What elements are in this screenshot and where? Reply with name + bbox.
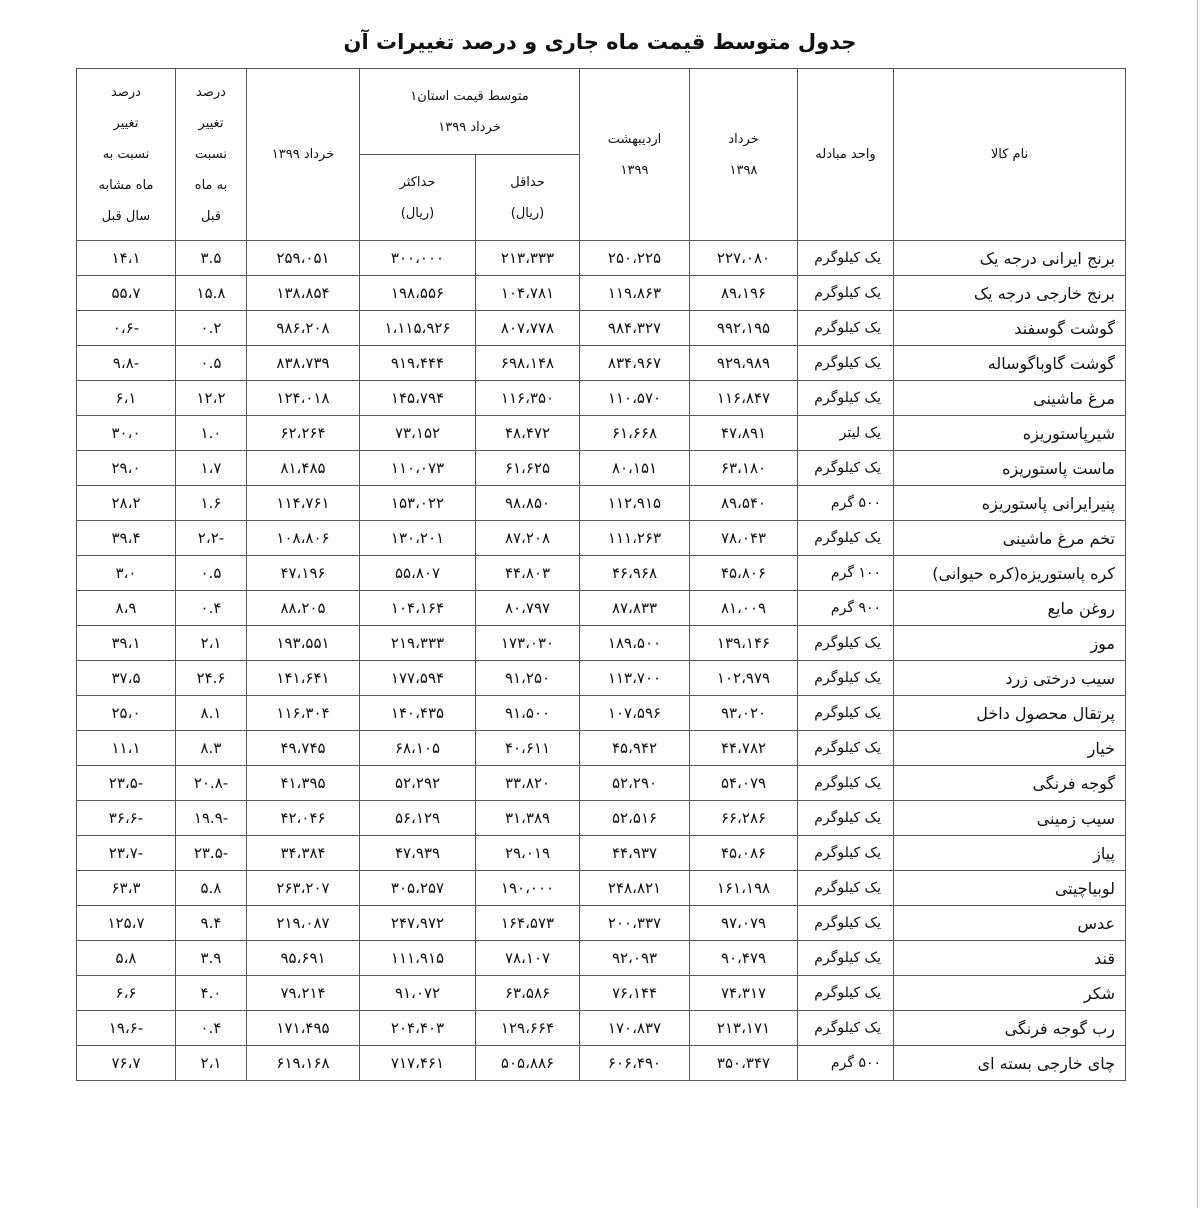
cell-min: ۱۷۳،۰۳۰ xyxy=(476,626,580,661)
cell-product-name: ماست پاستوریزه xyxy=(894,451,1126,486)
cell-khordad-1399: ۱۰۸،۸۰۶ xyxy=(247,521,360,556)
header-pct-change-prev-year: درصد تغییر نسبت به ماه مشابه سال قبل xyxy=(77,69,176,241)
cell-ordibehesht-1399: ۲۵۰،۲۲۵ xyxy=(580,241,690,276)
cell-khordad-1398: ۷۴،۳۱۷ xyxy=(690,976,798,1011)
cell-min: ۱۱۶،۳۵۰ xyxy=(476,381,580,416)
cell-product-name: روغن مایع xyxy=(894,591,1126,626)
cell-unit: یک کیلوگرم xyxy=(798,311,894,346)
table-row xyxy=(77,731,1126,766)
cell-ordibehesht-1399: ۱۱۹،۸۶۳ xyxy=(580,276,690,311)
cell-khordad-1398: ۹۰،۴۷۹ xyxy=(690,941,798,976)
cell-pct-prev-month: ۲،۱ xyxy=(176,626,247,661)
cell-unit: یک کیلوگرم xyxy=(798,1011,894,1046)
cell-pct-prev-year: ۶،۶ xyxy=(77,976,176,1011)
table-row xyxy=(77,766,1126,801)
cell-ordibehesht-1399: ۲۰۰،۳۳۷ xyxy=(580,906,690,941)
header-unit: واحد مبادله xyxy=(798,69,894,241)
cell-product-name: مرغ ماشینی xyxy=(894,381,1126,416)
cell-min: ۱۹۰،۰۰۰ xyxy=(476,871,580,906)
cell-ordibehesht-1399: ۱۸۹،۵۰۰ xyxy=(580,626,690,661)
header-pct-change-prev-month: درصد تغییر نسبت به ماه قبل xyxy=(176,69,247,241)
cell-khordad-1399: ۷۹،۲۱۴ xyxy=(247,976,360,1011)
cell-product-name: لوبیاچیتی xyxy=(894,871,1126,906)
cell-unit: یک کیلوگرم xyxy=(798,521,894,556)
cell-khordad-1398: ۸۱،۰۰۹ xyxy=(690,591,798,626)
cell-max: ۳۰۰،۰۰۰ xyxy=(360,241,476,276)
table-row xyxy=(77,241,1126,276)
cell-khordad-1399: ۱۹۳،۵۵۱ xyxy=(247,626,360,661)
cell-khordad-1399: ۴۱،۳۹۵ xyxy=(247,766,360,801)
cell-max: ۷۳،۱۵۲ xyxy=(360,416,476,451)
cell-pct-prev-month: ۱.۶ xyxy=(176,486,247,521)
cell-ordibehesht-1399: ۸۰،۱۵۱ xyxy=(580,451,690,486)
cell-khordad-1399: ۴۷،۱۹۶ xyxy=(247,556,360,591)
cell-product-name: رب گوجه فرنگی xyxy=(894,1011,1126,1046)
cell-unit: یک کیلوگرم xyxy=(798,661,894,696)
cell-pct-prev-year: ۲۵،۰ xyxy=(77,696,176,731)
cell-min: ۷۸،۱۰۷ xyxy=(476,941,580,976)
cell-khordad-1398: ۳۵۰،۳۴۷ xyxy=(690,1046,798,1081)
cell-pct-prev-month: ۳.۵ xyxy=(176,241,247,276)
cell-pct-prev-year: ۲۸،۲ xyxy=(77,486,176,521)
table-row xyxy=(77,521,1126,556)
table-row xyxy=(77,451,1126,486)
cell-max: ۱۱۱،۹۱۵ xyxy=(360,941,476,976)
cell-product-name: سیب زمینی xyxy=(894,801,1126,836)
cell-pct-prev-year: -۰،۶ xyxy=(77,311,176,346)
cell-khordad-1398: ۹۹۲،۱۹۵ xyxy=(690,311,798,346)
cell-max: ۱۹۸،۵۵۶ xyxy=(360,276,476,311)
cell-pct-prev-year: ۳۹،۴ xyxy=(77,521,176,556)
cell-unit: ۵۰۰ گرم xyxy=(798,486,894,521)
cell-pct-prev-month: ۲۴.۶ xyxy=(176,661,247,696)
cell-khordad-1399: ۱۴۱،۶۴۱ xyxy=(247,661,360,696)
cell-min: ۲۹،۰۱۹ xyxy=(476,836,580,871)
cell-pct-prev-year: ۲۹،۰ xyxy=(77,451,176,486)
table-row xyxy=(77,486,1126,521)
cell-unit: یک کیلوگرم xyxy=(798,626,894,661)
cell-khordad-1399: ۶۲،۲۶۴ xyxy=(247,416,360,451)
cell-pct-prev-year: ۶۳،۳ xyxy=(77,871,176,906)
cell-unit: یک کیلوگرم xyxy=(798,276,894,311)
cell-min: ۴۴،۸۰۳ xyxy=(476,556,580,591)
cell-pct-prev-month: -۲،۲ xyxy=(176,521,247,556)
table-row xyxy=(77,941,1126,976)
cell-max: ۵۵،۸۰۷ xyxy=(360,556,476,591)
cell-ordibehesht-1399: ۴۵،۹۴۲ xyxy=(580,731,690,766)
cell-pct-prev-year: -۹،۸ xyxy=(77,346,176,381)
table-row xyxy=(77,836,1126,871)
cell-product-name: عدس xyxy=(894,906,1126,941)
cell-pct-prev-month: ۰.۴ xyxy=(176,591,247,626)
cell-pct-prev-month: ۱۲،۲ xyxy=(176,381,247,416)
cell-khordad-1398: ۹۷،۰۷۹ xyxy=(690,906,798,941)
cell-khordad-1399: ۸۸،۲۰۵ xyxy=(247,591,360,626)
cell-min: ۳۳،۸۲۰ xyxy=(476,766,580,801)
cell-khordad-1398: ۶۳،۱۸۰ xyxy=(690,451,798,486)
cell-unit: یک کیلوگرم xyxy=(798,451,894,486)
cell-pct-prev-month: ۵.۸ xyxy=(176,871,247,906)
table-row xyxy=(77,801,1126,836)
cell-max: ۳۰۵،۲۵۷ xyxy=(360,871,476,906)
cell-max: ۴۷،۹۳۹ xyxy=(360,836,476,871)
cell-pct-prev-year: ۵۵،۷ xyxy=(77,276,176,311)
table-row xyxy=(77,976,1126,1011)
table-row xyxy=(77,1011,1126,1046)
cell-unit: یک کیلوگرم xyxy=(798,696,894,731)
cell-max: ۲۴۷،۹۷۲ xyxy=(360,906,476,941)
table-row xyxy=(77,346,1126,381)
cell-max: ۱۴۵،۷۹۴ xyxy=(360,381,476,416)
cell-ordibehesht-1399: ۷۶،۱۴۴ xyxy=(580,976,690,1011)
cell-pct-prev-year: ۱۲۵،۷ xyxy=(77,906,176,941)
header-province-average: متوسط قیمت استان۱ خرداد ۱۳۹۹ xyxy=(360,69,580,155)
cell-unit: یک کیلوگرم xyxy=(798,381,894,416)
cell-max: ۱۱۰،۰۷۳ xyxy=(360,451,476,486)
cell-product-name: برنج ایرانی درجه یک xyxy=(894,241,1126,276)
cell-unit: یک کیلوگرم xyxy=(798,346,894,381)
cell-unit: یک کیلوگرم xyxy=(798,941,894,976)
cell-ordibehesht-1399: ۶۱،۶۶۸ xyxy=(580,416,690,451)
cell-khordad-1398: ۱۳۹،۱۴۶ xyxy=(690,626,798,661)
cell-pct-prev-year: ۱۴،۱ xyxy=(77,241,176,276)
cell-max: ۱۷۷،۵۹۴ xyxy=(360,661,476,696)
cell-unit: یک کیلوگرم xyxy=(798,906,894,941)
cell-ordibehesht-1399: ۲۴۸،۸۲۱ xyxy=(580,871,690,906)
cell-min: ۸۰،۷۹۷ xyxy=(476,591,580,626)
cell-ordibehesht-1399: ۶۰۶،۴۹۰ xyxy=(580,1046,690,1081)
cell-max: ۵۶،۱۲۹ xyxy=(360,801,476,836)
cell-pct-prev-month: ۰.۵ xyxy=(176,346,247,381)
table-row xyxy=(77,416,1126,451)
cell-max: ۶۸،۱۰۵ xyxy=(360,731,476,766)
cell-unit: یک کیلوگرم xyxy=(798,836,894,871)
table-row xyxy=(77,1046,1126,1081)
cell-khordad-1398: ۸۹،۱۹۶ xyxy=(690,276,798,311)
cell-pct-prev-month: ۰.۴ xyxy=(176,1011,247,1046)
cell-pct-prev-year: ۳۹،۱ xyxy=(77,626,176,661)
cell-max: ۲۰۴،۴۰۳ xyxy=(360,1011,476,1046)
cell-khordad-1398: ۱۰۲،۹۷۹ xyxy=(690,661,798,696)
cell-khordad-1399: ۴۲،۰۴۶ xyxy=(247,801,360,836)
cell-max: ۲۱۹،۳۳۳ xyxy=(360,626,476,661)
cell-pct-prev-month: ۰.۵ xyxy=(176,556,247,591)
cell-khordad-1398: ۹۲۹،۹۸۹ xyxy=(690,346,798,381)
cell-ordibehesht-1399: ۱۱۲،۹۱۵ xyxy=(580,486,690,521)
cell-product-name: گوجه فرنگی xyxy=(894,766,1126,801)
cell-khordad-1398: ۸۹،۵۴۰ xyxy=(690,486,798,521)
cell-ordibehesht-1399: ۸۷،۸۳۳ xyxy=(580,591,690,626)
cell-pct-prev-year: ۳،۰ xyxy=(77,556,176,591)
cell-pct-prev-month: ۲،۱ xyxy=(176,1046,247,1081)
cell-product-name: پیاز xyxy=(894,836,1126,871)
header-name: نام کالا xyxy=(894,69,1126,241)
cell-product-name: شکر xyxy=(894,976,1126,1011)
cell-khordad-1398: ۱۶۱،۱۹۸ xyxy=(690,871,798,906)
cell-min: ۹۱،۲۵۰ xyxy=(476,661,580,696)
cell-pct-prev-year: ۱۱،۱ xyxy=(77,731,176,766)
cell-pct-prev-month: ۱،۷ xyxy=(176,451,247,486)
cell-unit: یک کیلوگرم xyxy=(798,976,894,1011)
cell-khordad-1399: ۱۲۴،۰۱۸ xyxy=(247,381,360,416)
cell-ordibehesht-1399: ۱۷۰،۸۳۷ xyxy=(580,1011,690,1046)
cell-pct-prev-year: -۲۳،۵ xyxy=(77,766,176,801)
cell-khordad-1399: ۲۱۹،۰۸۷ xyxy=(247,906,360,941)
cell-ordibehesht-1399: ۱۱۳،۷۰۰ xyxy=(580,661,690,696)
cell-ordibehesht-1399: ۵۲،۵۱۶ xyxy=(580,801,690,836)
cell-khordad-1398: ۱۱۶،۸۴۷ xyxy=(690,381,798,416)
table-row xyxy=(77,276,1126,311)
cell-khordad-1398: ۲۱۳،۱۷۱ xyxy=(690,1011,798,1046)
cell-min: ۲۱۳،۳۳۳ xyxy=(476,241,580,276)
cell-min: ۶۱،۶۲۵ xyxy=(476,451,580,486)
cell-min: ۹۱،۵۰۰ xyxy=(476,696,580,731)
cell-max: ۵۲،۲۹۲ xyxy=(360,766,476,801)
cell-product-name: گوشت گاوباگوساله xyxy=(894,346,1126,381)
cell-khordad-1399: ۹۵،۶۹۱ xyxy=(247,941,360,976)
header-ordibehesht-1399: اردیبهشت ۱۳۹۹ xyxy=(580,69,690,241)
cell-max: ۱۴۰،۴۳۵ xyxy=(360,696,476,731)
cell-ordibehesht-1399: ۸۳۴،۹۶۷ xyxy=(580,346,690,381)
cell-pct-prev-year: -۲۳،۷ xyxy=(77,836,176,871)
cell-min: ۱۰۴،۷۸۱ xyxy=(476,276,580,311)
table-row xyxy=(77,311,1126,346)
cell-khordad-1398: ۶۶،۲۸۶ xyxy=(690,801,798,836)
table-row xyxy=(77,696,1126,731)
cell-unit: یک کیلوگرم xyxy=(798,801,894,836)
cell-unit: یک کیلوگرم xyxy=(798,871,894,906)
cell-khordad-1398: ۵۴،۰۷۹ xyxy=(690,766,798,801)
cell-max: ۱۳۰،۲۰۱ xyxy=(360,521,476,556)
table-row xyxy=(77,556,1126,591)
cell-khordad-1399: ۸۱،۴۸۵ xyxy=(247,451,360,486)
cell-min: ۳۱،۳۸۹ xyxy=(476,801,580,836)
cell-max: ۱،۱۱۵،۹۲۶ xyxy=(360,311,476,346)
cell-khordad-1398: ۹۳،۰۲۰ xyxy=(690,696,798,731)
cell-khordad-1398: ۴۴،۷۸۲ xyxy=(690,731,798,766)
cell-pct-prev-year: ۶،۱ xyxy=(77,381,176,416)
cell-khordad-1399: ۲۵۹،۰۵۱ xyxy=(247,241,360,276)
cell-khordad-1399: ۱۱۶،۳۰۴ xyxy=(247,696,360,731)
table-row xyxy=(77,906,1126,941)
cell-khordad-1399: ۹۸۶،۲۰۸ xyxy=(247,311,360,346)
cell-min: ۸۷،۲۰۸ xyxy=(476,521,580,556)
cell-product-name: کره پاستوریزه(کره حیوانی) xyxy=(894,556,1126,591)
cell-khordad-1399: ۴۹،۷۴۵ xyxy=(247,731,360,766)
cell-ordibehesht-1399: ۹۲،۰۹۳ xyxy=(580,941,690,976)
cell-pct-prev-month: ۴.۰ xyxy=(176,976,247,1011)
cell-pct-prev-year: -۳۶،۶ xyxy=(77,801,176,836)
cell-pct-prev-month: ۸.۳ xyxy=(176,731,247,766)
cell-khordad-1399: ۱۱۴،۷۶۱ xyxy=(247,486,360,521)
cell-pct-prev-month: ۳.۹ xyxy=(176,941,247,976)
price-table xyxy=(76,68,1126,1081)
cell-pct-prev-year: ۳۷،۵ xyxy=(77,661,176,696)
cell-product-name: گوشت گوسفند xyxy=(894,311,1126,346)
cell-min: ۶۳،۵۸۶ xyxy=(476,976,580,1011)
cell-pct-prev-month: ۹.۴ xyxy=(176,906,247,941)
cell-ordibehesht-1399: ۴۴،۹۳۷ xyxy=(580,836,690,871)
cell-product-name: موز xyxy=(894,626,1126,661)
cell-pct-prev-year: ۳۰،۰ xyxy=(77,416,176,451)
cell-min: ۸۰۷،۷۷۸ xyxy=(476,311,580,346)
cell-unit: یک کیلوگرم xyxy=(798,241,894,276)
cell-khordad-1399: ۱۷۱،۴۹۵ xyxy=(247,1011,360,1046)
cell-ordibehesht-1399: ۱۱۰،۵۷۰ xyxy=(580,381,690,416)
cell-max: ۱۰۴،۱۶۴ xyxy=(360,591,476,626)
cell-ordibehesht-1399: ۴۶،۹۶۸ xyxy=(580,556,690,591)
cell-ordibehesht-1399: ۱۱۱،۲۶۳ xyxy=(580,521,690,556)
table-row xyxy=(77,591,1126,626)
table-row xyxy=(77,661,1126,696)
cell-product-name: پنیرایرانی پاستوریزه xyxy=(894,486,1126,521)
cell-khordad-1399: ۲۶۳،۲۰۷ xyxy=(247,871,360,906)
cell-unit: ۹۰۰ گرم xyxy=(798,591,894,626)
cell-ordibehesht-1399: ۱۰۷،۵۹۶ xyxy=(580,696,690,731)
cell-pct-prev-month: ۱.۰ xyxy=(176,416,247,451)
cell-pct-prev-month: ۱۵.۸ xyxy=(176,276,247,311)
cell-pct-prev-month: -۱۹.۹ xyxy=(176,801,247,836)
cell-unit: ۵۰۰ گرم xyxy=(798,1046,894,1081)
cell-pct-prev-year: ۸،۹ xyxy=(77,591,176,626)
table-title: جدول متوسط قیمت ماه جاری و درصد تغییرات آن xyxy=(343,30,857,54)
cell-product-name: قند xyxy=(894,941,1126,976)
header-max: حداکثر (ریال) xyxy=(360,155,476,241)
cell-pct-prev-year: -۱۹،۶ xyxy=(77,1011,176,1046)
cell-min: ۱۲۹،۶۶۴ xyxy=(476,1011,580,1046)
cell-min: ۶۹۸،۱۴۸ xyxy=(476,346,580,381)
cell-min: ۴۸،۴۷۲ xyxy=(476,416,580,451)
cell-max: ۹۱۹،۴۴۴ xyxy=(360,346,476,381)
cell-pct-prev-year: ۷۶،۷ xyxy=(77,1046,176,1081)
cell-max: ۹۱،۰۷۲ xyxy=(360,976,476,1011)
cell-min: ۱۶۴،۵۷۳ xyxy=(476,906,580,941)
header-min: حداقل (ریال) xyxy=(476,155,580,241)
cell-unit: ۱۰۰ گرم xyxy=(798,556,894,591)
cell-unit: یک کیلوگرم xyxy=(798,731,894,766)
cell-min: ۵۰۵،۸۸۶ xyxy=(476,1046,580,1081)
cell-max: ۷۱۷،۴۶۱ xyxy=(360,1046,476,1081)
cell-pct-prev-month: ۸.۱ xyxy=(176,696,247,731)
cell-ordibehesht-1399: ۵۲،۲۹۰ xyxy=(580,766,690,801)
cell-min: ۴۰،۶۱۱ xyxy=(476,731,580,766)
table-row xyxy=(77,871,1126,906)
cell-ordibehesht-1399: ۹۸۴،۳۲۷ xyxy=(580,311,690,346)
cell-khordad-1399: ۱۳۸،۸۵۴ xyxy=(247,276,360,311)
page-edge-line xyxy=(1197,0,1198,1208)
cell-khordad-1398: ۴۷،۸۹۱ xyxy=(690,416,798,451)
cell-pct-prev-month: ۰.۲ xyxy=(176,311,247,346)
cell-khordad-1398: ۴۵،۰۸۶ xyxy=(690,836,798,871)
cell-khordad-1398: ۷۸،۰۴۳ xyxy=(690,521,798,556)
cell-pct-prev-month: -۲۳.۵ xyxy=(176,836,247,871)
cell-pct-prev-month: -۲۰.۸ xyxy=(176,766,247,801)
table-body xyxy=(77,241,1126,1081)
cell-product-name: چای خارجی بسته ای xyxy=(894,1046,1126,1081)
cell-khordad-1399: ۶۱۹،۱۶۸ xyxy=(247,1046,360,1081)
cell-khordad-1399: ۸۳۸،۷۳۹ xyxy=(247,346,360,381)
header-khordad-1398: خرداد ۱۳۹۸ xyxy=(690,69,798,241)
cell-pct-prev-year: ۵،۸ xyxy=(77,941,176,976)
cell-product-name: خیار xyxy=(894,731,1126,766)
header-khordad-1399: خرداد ۱۳۹۹ xyxy=(247,69,360,241)
cell-unit: یک لیتر xyxy=(798,416,894,451)
table-row xyxy=(77,381,1126,416)
cell-khordad-1399: ۳۴،۳۸۴ xyxy=(247,836,360,871)
cell-product-name: تخم مرغ ماشینی xyxy=(894,521,1126,556)
cell-product-name: برنج خارجی درجه یک xyxy=(894,276,1126,311)
cell-min: ۹۸،۸۵۰ xyxy=(476,486,580,521)
cell-max: ۱۵۳،۰۲۲ xyxy=(360,486,476,521)
cell-unit: یک کیلوگرم xyxy=(798,766,894,801)
cell-product-name: سیب درختی زرد xyxy=(894,661,1126,696)
cell-product-name: شیرپاستوریزه xyxy=(894,416,1126,451)
cell-khordad-1398: ۲۲۷،۰۸۰ xyxy=(690,241,798,276)
cell-khordad-1398: ۴۵،۸۰۶ xyxy=(690,556,798,591)
table-row xyxy=(77,626,1126,661)
cell-product-name: پرتقال محصول داخل xyxy=(894,696,1126,731)
